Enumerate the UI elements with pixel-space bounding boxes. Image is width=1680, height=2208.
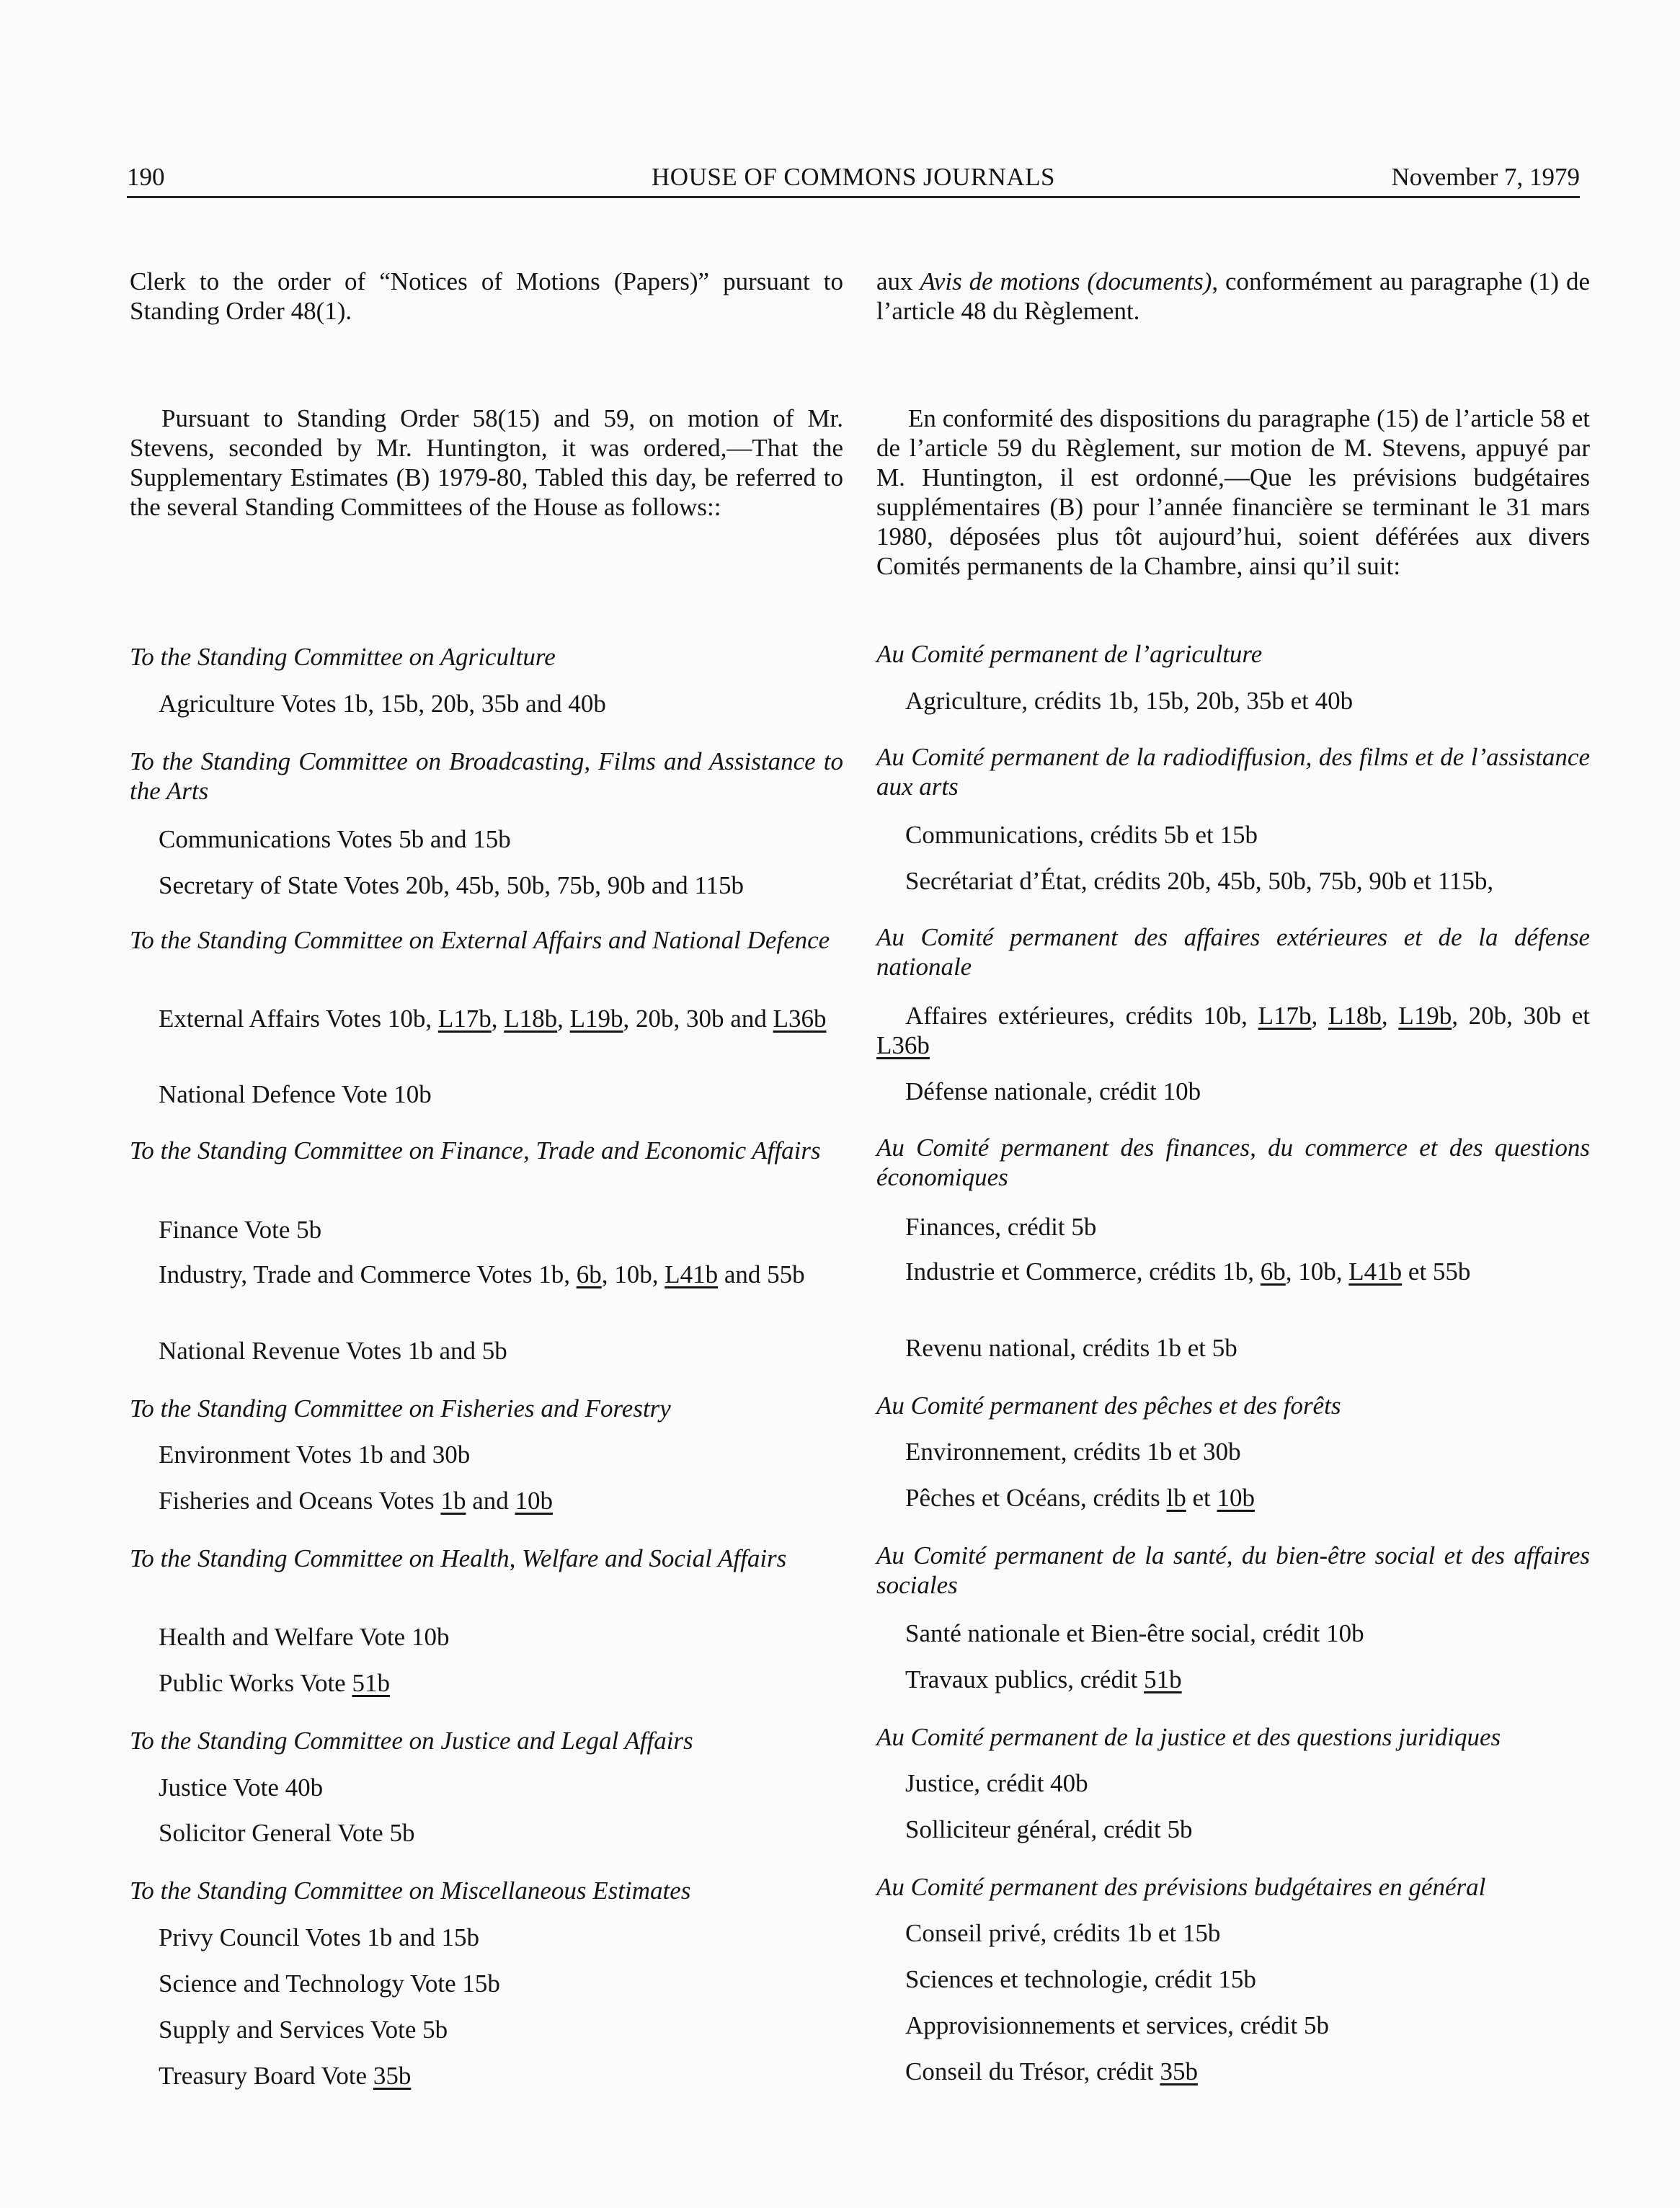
vote-item: Santé nationale et Bien-être social, crédit 10b — [905, 1619, 1364, 1647]
underlined-vote: L18b — [504, 1005, 558, 1033]
committee-heading: To the Standing Committee on Fisheries and Forestry — [130, 1394, 671, 1423]
running-header — [127, 163, 1580, 196]
vote-item: National Defence Vote 10b — [159, 1080, 432, 1108]
committee-heading: Au Comité permanent des finances, du commerce et des questions économiques — [876, 1134, 1590, 1191]
committee-heading: Au Comité permanent des prévisions budgétaires en général — [876, 1873, 1486, 1901]
committee-heading: To the Standing Committee on Miscellaneous Estimates — [130, 1877, 691, 1905]
underlined-vote: L18b — [1328, 1002, 1382, 1030]
committee-heading: Au Comité permanent de la radiodiffusion, des films et de l’assistance aux arts — [876, 743, 1590, 801]
vote-item: Health and Welfare Vote 10b — [159, 1623, 450, 1651]
underlined-vote: L36b — [773, 1005, 827, 1033]
underlined-vote: 35b — [373, 2062, 412, 2090]
committee-heading: To the Standing Committee on Finance, Trade and Economic Affairs — [130, 1136, 821, 1165]
underlined-vote: 51b — [352, 1669, 390, 1697]
committee-heading: Au Comité permanent de l’agriculture — [876, 640, 1263, 668]
committee-heading: Au Comité permanent de la justice et des questions juridiques — [876, 1723, 1501, 1751]
committee-heading: To the Standing Committee on External Affairs and National Defence — [130, 926, 830, 954]
vote-item: Conseil privé, crédits 1b et 15b — [905, 1919, 1221, 1947]
vote-item: Sciences et technologie, crédit 15b — [905, 1965, 1256, 1993]
vote-item: Privy Council Votes 1b and 15b — [159, 1923, 479, 1951]
vote-item: Industrie et Commerce, crédits 1b, 6b, 10b, L41b et 55b — [905, 1257, 1471, 1286]
committee-heading: To the Standing Committee on Health, Welfare and Social Affairs — [130, 1544, 787, 1572]
committee-heading: To the Standing Committee on Justice and Legal Affairs — [130, 1727, 693, 1755]
vote-item: Justice, crédit 40b — [905, 1769, 1088, 1797]
vote-item: Défense nationale, crédit 10b — [905, 1077, 1201, 1105]
intro-paragraph: aux Avis de motions (documents), conformément au paragraphe (1) de l’article 48 du Règlement. — [876, 267, 1591, 325]
vote-item: Solliciteur général, crédit 5b — [905, 1815, 1193, 1843]
intro-paragraph: Clerk to the order of “Notices of Motions (Papers)” pursuant to Standing Order 48(1). — [130, 267, 843, 325]
committee-heading: Au Comité permanent des pêches et des forêts — [876, 1392, 1341, 1420]
underlined-vote: 10b — [1217, 1484, 1255, 1512]
committee-heading: Au Comité permanent des affaires extérieures et de la défense nationale — [876, 923, 1590, 981]
vote-item: Treasury Board Vote 35b — [159, 2062, 412, 2090]
vote-item: Secretary of State Votes 20b, 45b, 50b, 75b, 90b and 115b — [159, 871, 745, 899]
underlined-vote: L41b — [665, 1260, 719, 1288]
header-rule — [127, 196, 1580, 198]
vote-item: Environnement, crédits 1b et 30b — [905, 1438, 1241, 1466]
order-paragraph: En conformité des dispositions du paragraphe (15) de l’article 58 et de l’article 59 du Règlement, sur motion de M. Stevens, appuyé par M. Huntington, il est ordonné,—Que les prévisions budgétaires supplémentaires (B) pour l’année financière se terminant le 31 mars 1980, déposées plus tôt aujourd’hui, soient déférées aux divers Comités permanents de la Chambre, ainsi qu’il suit: — [876, 404, 1590, 580]
journal-date: November 7, 1979 — [1391, 163, 1580, 191]
underlined-vote: lb — [1166, 1484, 1186, 1512]
vote-item: Conseil du Trésor, crédit 35b — [905, 2057, 1198, 2085]
underlined-vote: 1b — [440, 1487, 466, 1515]
underlined-vote: L19b — [1398, 1002, 1452, 1030]
page-number: 190 — [127, 163, 165, 191]
underlined-vote: 6b — [576, 1260, 602, 1288]
committee-heading: To the Standing Committee on Broadcasting, Films and Assistance to the Arts — [130, 747, 843, 805]
underlined-vote: L19b — [569, 1005, 623, 1033]
underlined-vote: L41b — [1348, 1257, 1403, 1286]
order-paragraph: Pursuant to Standing Order 58(15) and 59, on motion of Mr. Stevens, seconded by Mr. Huntington, it was ordered,—That the Supplementary Estimates (B) 1979-80, Tabled this day, be referred to the several Standing Committees of the House as follows:: — [130, 404, 843, 521]
underlined-vote: 51b — [1144, 1665, 1182, 1693]
vote-item: Finance Vote 5b — [159, 1216, 322, 1244]
underlined-vote: 6b — [1260, 1257, 1286, 1286]
underlined-vote: 35b — [1160, 2057, 1198, 2085]
vote-item: Science and Technology Vote 15b — [159, 1969, 500, 1998]
vote-item: Revenu national, crédits 1b et 5b — [905, 1334, 1237, 1362]
vote-item: Public Works Vote 51b — [159, 1669, 390, 1697]
vote-item: Affaires extérieures, crédits 10b, L17b, L18b, L19b, 20b, 30b et L36b — [876, 1002, 1591, 1059]
underlined-vote: L17b — [1258, 1002, 1312, 1030]
vote-item: Travaux publics, crédit 51b — [905, 1665, 1182, 1693]
underlined-vote: L17b — [437, 1005, 492, 1033]
vote-item: Communications, crédits 5b et 15b — [905, 821, 1258, 849]
vote-item: Agriculture, crédits 1b, 15b, 20b, 35b et 40b — [905, 687, 1354, 715]
vote-item: Communications Votes 5b and 15b — [159, 825, 511, 853]
vote-item: Secrétariat d’État, crédits 20b, 45b, 50b, 75b, 90b et 115b, — [905, 867, 1494, 895]
committee-heading: To the Standing Committee on Agriculture — [130, 643, 556, 671]
vote-item: Fisheries and Oceans Votes 1b and 10b — [159, 1487, 553, 1515]
vote-item: External Affairs Votes 10b, L17b, L18b, L19b, 20b, 30b and L36b — [159, 1005, 827, 1033]
vote-item: Industry, Trade and Commerce Votes 1b, 6b, 10b, L41b and 55b — [159, 1260, 805, 1288]
underlined-vote: 10b — [515, 1487, 553, 1515]
vote-item: Justice Vote 40b — [159, 1773, 324, 1802]
underlined-vote: L36b — [876, 1031, 930, 1059]
vote-item: Supply and Services Vote 5b — [159, 2016, 448, 2044]
vote-item: Agriculture Votes 1b, 15b, 20b, 35b and 40b — [159, 690, 606, 718]
vote-item: Solicitor General Vote 5b — [159, 1819, 415, 1847]
vote-item: National Revenue Votes 1b and 5b — [159, 1337, 507, 1365]
vote-item: Pêches et Océans, crédits lb et 10b — [905, 1484, 1255, 1512]
journal-title: HOUSE OF COMMONS JOURNALS — [652, 163, 1055, 191]
vote-item: Environment Votes 1b and 30b — [159, 1441, 471, 1469]
vote-item: Approvisionnements et services, crédit 5b — [905, 2011, 1330, 2039]
vote-item: Finances, crédit 5b — [905, 1213, 1097, 1241]
committee-heading: Au Comité permanent de la santé, du bien-être social et des affaires sociales — [876, 1541, 1590, 1599]
